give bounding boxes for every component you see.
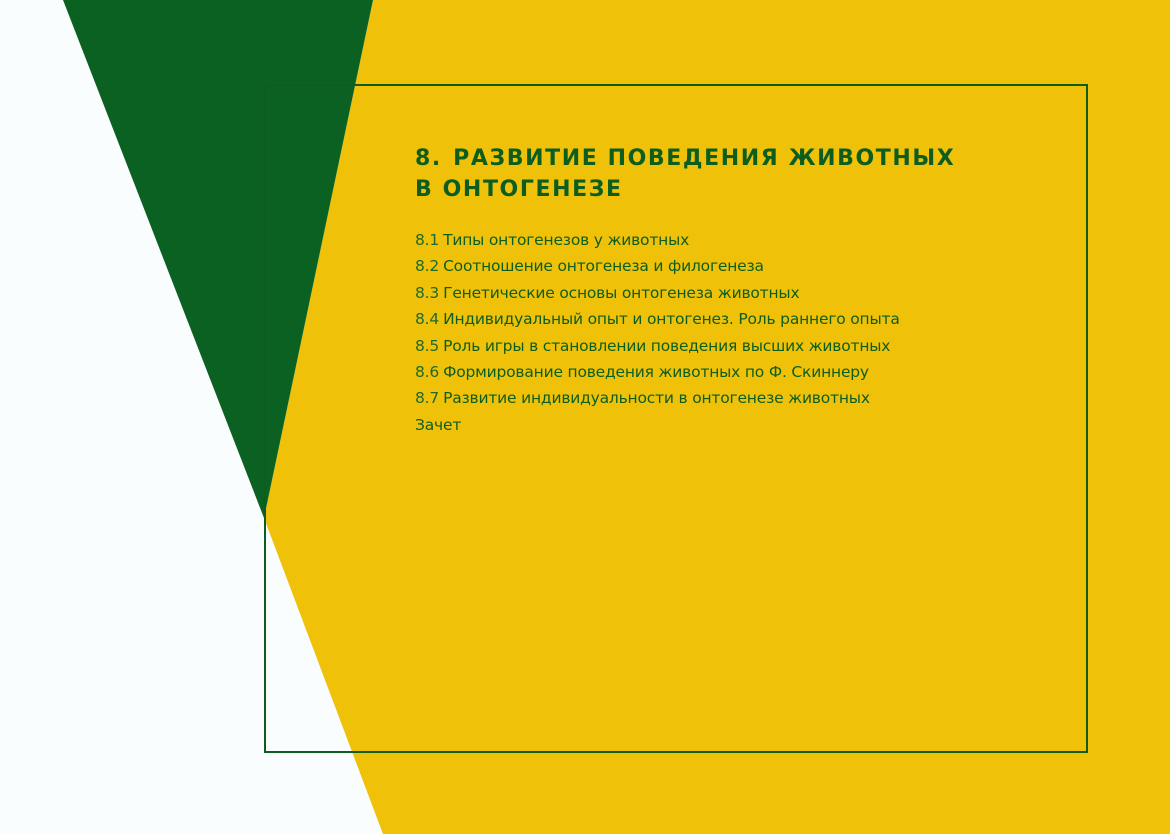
content-block	[415, 143, 975, 438]
list-item	[415, 385, 975, 411]
list-item	[415, 227, 975, 253]
item-number: 8.6	[415, 363, 440, 382]
item-text: Типы онтогенезов у животных	[443, 231, 690, 249]
item-text: Соотношение онтогенеза и филогенеза	[443, 257, 764, 276]
topic-list	[415, 227, 975, 438]
item-text: Генетические основы онтогенеза животных	[443, 283, 800, 302]
list-item	[415, 280, 975, 306]
list-item-final: Зачет	[415, 415, 462, 434]
item-number: 8.4	[415, 310, 440, 329]
title-number: 8.	[415, 146, 442, 171]
item-number: 8.5	[415, 336, 440, 355]
item-text: Роль игры в становлении поведения высших животных	[443, 336, 891, 355]
item-text: Формирование поведения животных по Ф. Скиннеру	[443, 363, 869, 382]
list-item	[415, 359, 975, 385]
list-item	[415, 253, 975, 279]
page-title	[415, 143, 975, 205]
item-number: 8.3	[415, 283, 440, 302]
title-text: РАЗВИТИЕ ПОВЕДЕНИЯ ЖИВОТНЫХ В ОНТОГЕНЕЗЕ	[415, 146, 956, 202]
item-number: 8.1	[415, 231, 440, 249]
list-item	[415, 333, 975, 359]
item-text: Индивидуальный опыт и онтогенез. Роль раннего опыта	[443, 310, 900, 329]
item-number: 8.2	[415, 257, 440, 276]
list-item	[415, 306, 975, 332]
item-text: Развитие индивидуальности в онтогенезе животных	[443, 389, 870, 408]
item-number: 8.7	[415, 389, 440, 408]
